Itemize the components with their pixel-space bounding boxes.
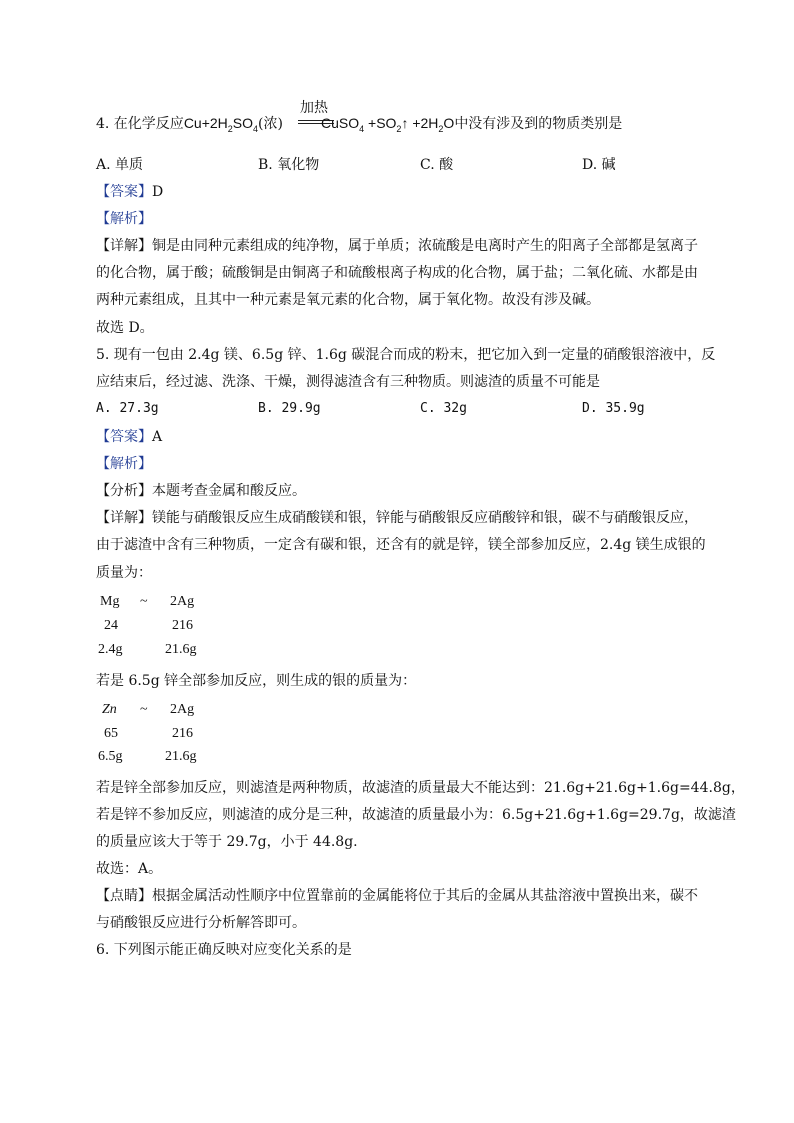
equation-reactants: $Cu+2H_2SO_4$ [183, 115, 259, 134]
q4-stem: 4. 在化学反应$Cu+2H_2SO_4$(浓) CuSO$_4$ $+SO_2↑ +2H_2O$中没有涉及到的物质类别是 [96, 115, 623, 134]
q5-conclusion: 故选：A。 [96, 861, 163, 877]
calc1-21.6g: 21.6g [165, 642, 197, 657]
q4-detail-line-2: 的化合物，属于酸；硫酸铜是由铜离子和硫酸根离子构成的化合物，属于盐；二氧化硫、水都是由 [96, 265, 698, 281]
q5-option-d: D. 35.9g [582, 401, 645, 416]
q5-answer: 【答案】A [96, 429, 163, 445]
calc2-2ag: 2Ag [170, 702, 195, 717]
calc1-24: 24 [104, 618, 118, 633]
calc1-2ag: 2Ag [170, 594, 195, 609]
calc2-zn: Zn [102, 702, 117, 717]
q5-tail-line-3: 的质量应该大于等于 29.7g，小于 44.8g. [96, 834, 358, 850]
equation-products: CuSO$_4$ $+SO_2↑ +2H_2O$ [320, 115, 455, 134]
q5-dianjing-line-1: 【点睛】根据金属活动性顺序中位置靠前的金属能将位于其后的金属从其盐溶液中置换出来，碳不 [96, 888, 698, 904]
q5-detail-line-3: 质量为： [96, 565, 152, 581]
calc2-216: 216 [172, 726, 193, 741]
q5-stem-line-2: 应结束后，经过滤、洗涤、干燥，测得滤渣含有三种物质。则滤渣的质量不可能是 [96, 374, 600, 390]
q4-option-c: C. 酸 [420, 157, 454, 173]
q5-option-b: B. 29.9g [258, 401, 321, 416]
calc1-mg: Mg [100, 594, 120, 609]
calc2-21.6g: 21.6g [165, 749, 197, 764]
calc1-tilde: ~ [140, 594, 148, 609]
calc2-tilde: ~ [140, 702, 148, 717]
q4-answer: 【答案】D [96, 184, 164, 200]
q5-analysis-tag: 【解析】 [96, 456, 152, 472]
q4-analysis-tag: 【解析】 [96, 211, 152, 227]
heat-condition: 加热 [300, 100, 328, 116]
q5-option-a: A. 27.3g [96, 401, 159, 416]
calc1-2.4g: 2.4g [98, 642, 123, 657]
q5-fenxi: 【分析】本题考查金属和酸反应。 [96, 483, 306, 499]
q5-stem-line-1: 5. 现有一包由 2.4g 镁、6.5g 锌、1.6g 碳混合而成的粉末，把它加入到一定量的硝酸银溶液中，反 [96, 347, 716, 363]
q5-tail-line-1: 若是锌全部参加反应，则滤渣是两种物质，故滤渣的质量最大不能达到：21.6g+21.6g+1.6g=44.8g， [96, 780, 745, 796]
q5-option-c: C. 32g [420, 401, 467, 416]
calc1-216: 216 [172, 618, 193, 633]
q4-option-b: B. 氧化物 [258, 157, 320, 173]
q4-detail-line-1: 【详解】铜是由同种元素组成的纯净物，属于单质；浓硫酸是电离时产生的阳离子全部都是氢离子 [96, 238, 698, 254]
q5-detail-line-1: 【详解】镁能与硝酸银反应生成硝酸镁和银，锌能与硝酸银反应硝酸锌和银，碳不与硝酸银反应， [96, 510, 698, 526]
q5-detail-line-2: 由于滤渣中含有三种物质，一定含有碳和银，还含有的就是锌，镁全部参加反应，2.4g 镁生成银的 [96, 537, 706, 553]
q4-option-a: A. 单质 [96, 157, 144, 173]
q4-detail-line-3: 两种元素组成，且其中一种元素是氧元素的化合物，属于氧化物。故没有涉及碱。 [96, 292, 600, 308]
q5-dianjing-line-2: 与硝酸银反应进行分析解答即可。 [96, 915, 306, 931]
q5-tail-line-2: 若是锌不参加反应，则滤渣的成分是三种，故滤渣的质量最小为：6.5g+21.6g+1.6g=29.7g，故滤渣 [96, 807, 736, 823]
calc2-6.5g: 6.5g [98, 749, 123, 764]
q6-stem: 6. 下列图示能正确反映对应变化关系的是 [96, 942, 352, 958]
q4-option-d: D. 碱 [582, 157, 616, 173]
q4-conclusion: 故选 D。 [96, 320, 154, 336]
q5-mid-line: 若是 6.5g 锌全部参加反应，则生成的银的质量为： [96, 673, 417, 689]
calc2-65: 65 [104, 726, 118, 741]
